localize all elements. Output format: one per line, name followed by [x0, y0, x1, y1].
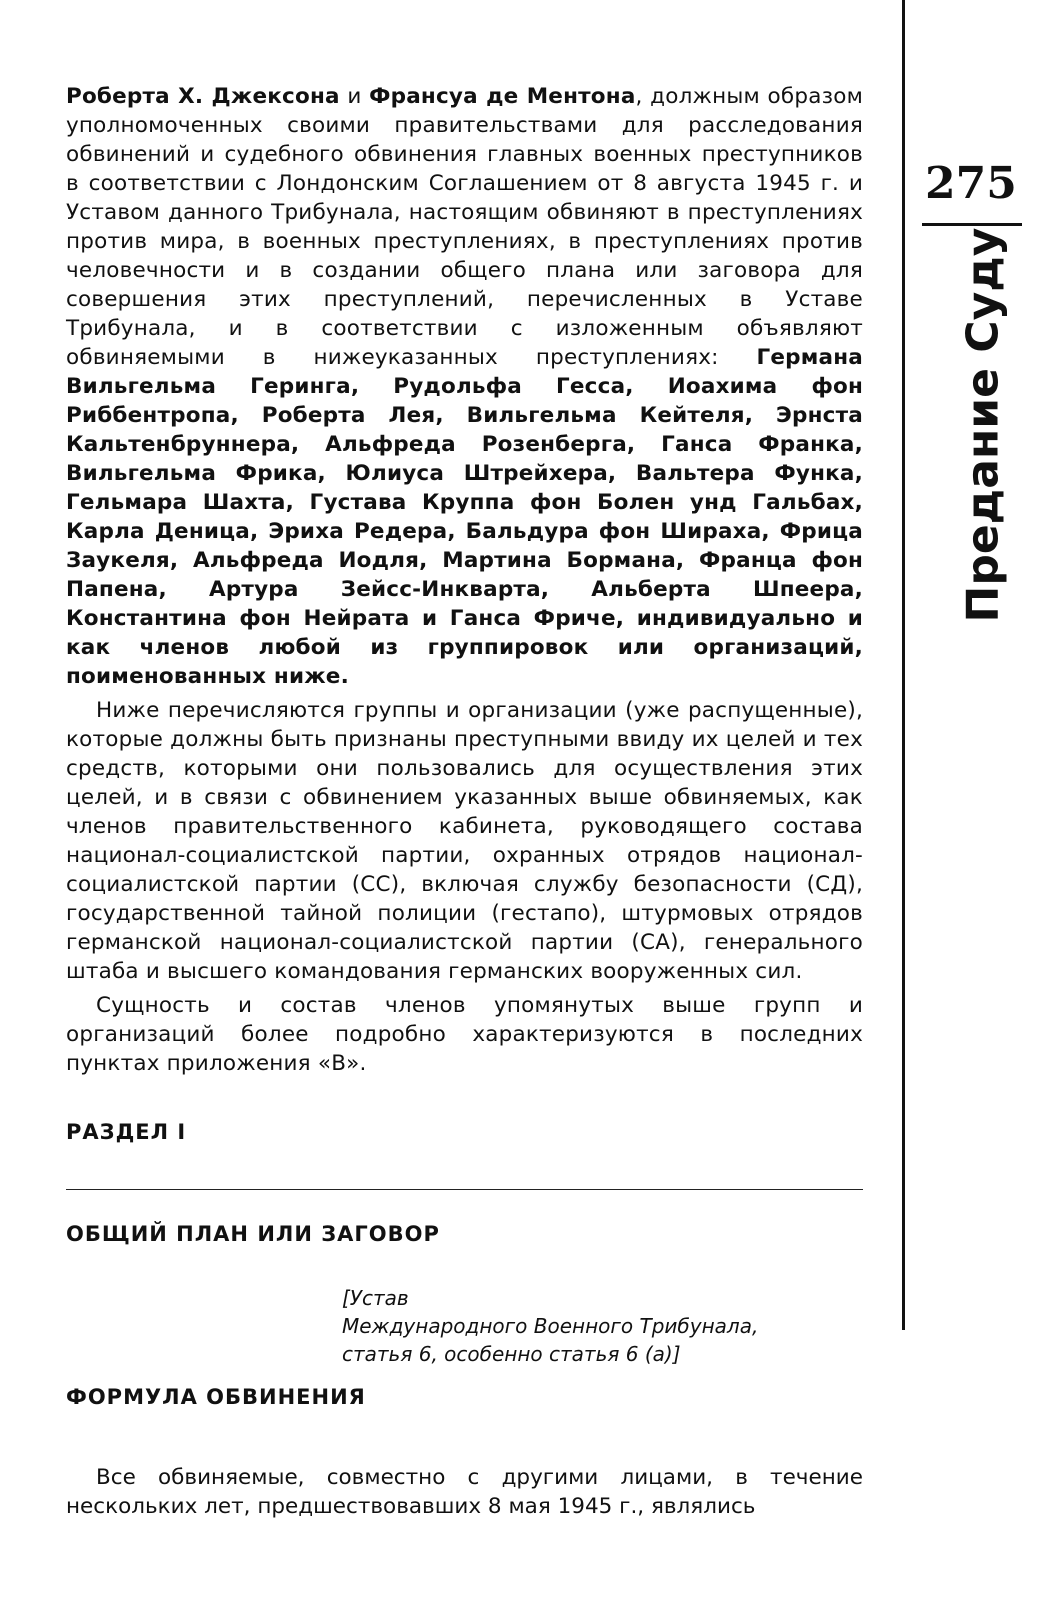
- citation-line-3: статья 6, особенно статья 6 (а)]: [342, 1342, 681, 1366]
- intro-text: , должным образом уполномоченных своими правительствами для расследования обвинений и судебного обвинения главных военных преступников в соответствии с Лондонским Соглашением от 8 августа 1945 г. и Уставом данного Трибунала, настоящим обвиняют в преступлениях против мира, в военных преступлениях, в преступлениях против человечности и в создании общего плана или заговора для совершения этих преступлений, перечисленных в Уставе Трибунала, и в соответствии с изложенным объявляют обвиняемыми в нижеуказанных преступлениях:: [66, 84, 863, 370]
- defendants-list: Германа Вильгельма Геринга, Рудольфа Гесса, Иоахима фон Риббентропа, Роберта Лея, Вильгельма Кейтеля, Эрнста Кальтенбруннера, Альфреда Розенберга, Ганса Франка, Вильгельма Фрика, Юлиуса Штрейхера, Вальтера Функа, Гельмара Шахта, Густава Круппа фон Болен унд Гальбах, Карла Деница, Эриха Редера, Бальдура фон Шираха, Фрица Заукеля, Альфреда Иодля, Мартина Бормана, Франца фон Папена, Артура Зейсс-Инкварта, Альберта Шпеера, Константина фон Нейрата и Ганса Фриче, индивидуально и как членов любой из группировок или организаций, поименованных ниже.: [66, 345, 863, 689]
- citation-line-2: Международного Военного Трибунала,: [342, 1314, 759, 1338]
- section-title: РАЗДЕЛ I: [66, 1120, 187, 1144]
- running-head: Предание Суду: [957, 227, 1009, 623]
- statute-citation: [342, 1284, 842, 1368]
- citation-line-1: [Устав: [342, 1286, 409, 1310]
- indictment-text: Все обвиняемые, совместно с другими лицами, в течение нескольких лет, предшествовавших 8 мая 1945 г., являлись: [66, 1464, 863, 1519]
- page-body: [66, 82, 863, 1078]
- prosecutor-name-2: Франсуа де Ментона: [369, 84, 636, 109]
- indictment-heading: ФОРМУЛА ОБВИНЕНИЯ: [66, 1385, 366, 1409]
- intro-paragraph: [66, 82, 863, 691]
- prosecutor-name-1: Роберта Х. Джексона: [66, 84, 340, 109]
- section-subtitle: ОБЩИЙ ПЛАН ИЛИ ЗАГОВОР: [66, 1222, 440, 1246]
- intro-conjunction: и: [339, 84, 370, 109]
- section-divider: [66, 1189, 863, 1190]
- groups-paragraph: Ниже перечисляются группы и организации (уже распущенные), которые должны быть признаны преступными ввиду их целей и тех средств, которыми они пользовались для осуществления этих целей, и в связи с обвинением указанных выше обвиняемых, как членов правительственного кабинета, руководящего состава национал-социалистской партии, охранных отрядов национал-социалистской партии (СС), включая службу безопасности (СД), государственной тайной полиции (гестапо), штурмовых отрядов германской национал-социалистской партии (СА), генерального штаба и высшего командования германских вооруженных сил.: [66, 698, 863, 984]
- margin-vertical-rule: [902, 0, 905, 1330]
- page-number: 275: [925, 158, 1017, 209]
- indictment-paragraph: [66, 1463, 863, 1521]
- page-number-rule: [922, 223, 1022, 226]
- essence-paragraph: Сущность и состав членов упомянутых выше групп и организаций более подробно характеризуются в последних пунктах приложения «В».: [66, 993, 863, 1076]
